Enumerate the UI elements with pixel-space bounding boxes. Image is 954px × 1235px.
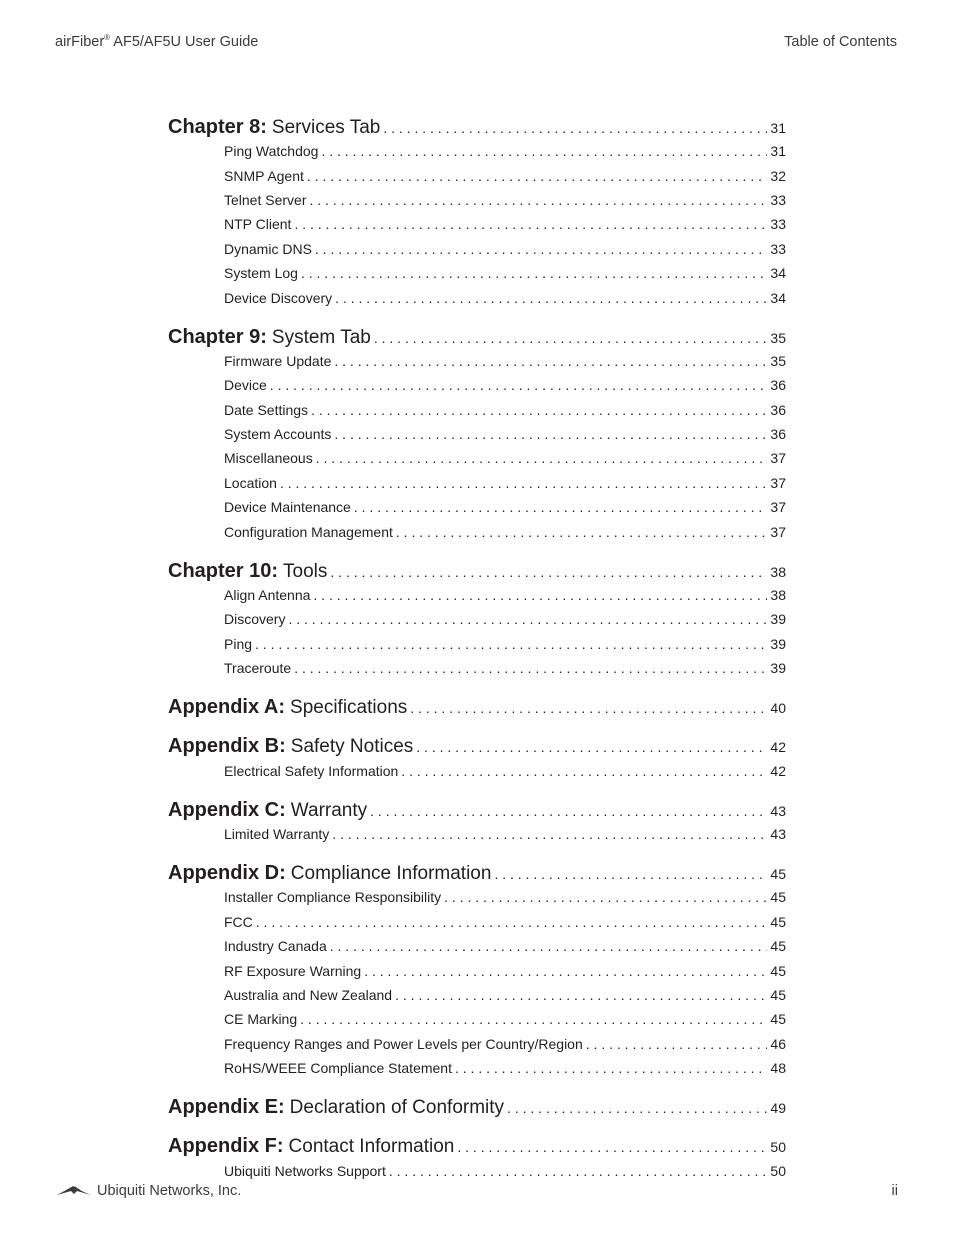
toc-section-entry[interactable] [168, 471, 786, 495]
section-title: Traceroute [224, 660, 292, 677]
section-page-number: 45 [770, 986, 786, 1003]
dot-leader [313, 587, 767, 603]
dot-leader [315, 241, 768, 257]
running-header-section: Table of Contents [784, 34, 897, 50]
dot-leader [316, 450, 768, 466]
section-title: Miscellaneous [224, 450, 313, 467]
table-of-contents [168, 103, 786, 1183]
dot-leader [370, 803, 767, 820]
dot-leader [444, 889, 767, 905]
section-title: Industry Canada [224, 938, 327, 955]
section-title: Installer Compliance Responsibility [224, 889, 442, 906]
toc-section-entry[interactable] [168, 422, 786, 446]
company-name: Ubiquiti Networks, Inc. [97, 1183, 242, 1199]
toc-section-entry[interactable] [168, 1056, 786, 1080]
dot-leader [330, 938, 768, 954]
section-page-number: 46 [770, 1035, 786, 1052]
chapter-page-number: 42 [770, 739, 786, 756]
dot-leader [330, 564, 767, 581]
dot-leader [309, 192, 767, 208]
toc-section-entry[interactable] [168, 822, 786, 846]
section-page-number: 42 [770, 762, 786, 779]
toc-chapter-entry[interactable] [168, 1083, 786, 1119]
chapter-title: Safety Notices [290, 736, 414, 758]
toc-chapter-entry[interactable] [168, 547, 786, 583]
guide-title: AF5/AF5U User Guide [110, 34, 259, 50]
section-page-number: 32 [770, 167, 786, 184]
section-page-number: 34 [770, 289, 786, 306]
toc-chapter-entry[interactable] [168, 683, 786, 719]
section-page-number: 50 [770, 1162, 786, 1179]
section-page-number: 37 [770, 523, 786, 540]
toc-section-entry[interactable] [168, 934, 786, 958]
section-title: Date Settings [224, 401, 309, 418]
toc-chapter-entry[interactable] [168, 786, 786, 822]
toc-section-entry[interactable] [168, 632, 786, 656]
chapter-page-number: 40 [770, 700, 786, 717]
section-title: Configuration Management [224, 523, 393, 540]
dot-leader [586, 1036, 768, 1052]
section-page-number: 48 [770, 1060, 786, 1077]
toc-chapter-entry[interactable] [168, 1122, 786, 1158]
dot-leader [334, 353, 767, 369]
section-page-number: 45 [770, 889, 786, 906]
registered-mark: ® [104, 33, 111, 43]
section-page-number: 35 [770, 352, 786, 369]
section-title: Frequency Ranges and Power Levels per Country/Region [224, 1035, 583, 1052]
dot-leader [410, 700, 767, 717]
section-page-number: 31 [770, 143, 786, 160]
chapter-title: Declaration of Conformity [289, 1097, 505, 1119]
page-number: ii [891, 1183, 898, 1199]
chapter-page-number: 35 [770, 329, 786, 346]
section-title: Limited Warranty [224, 826, 330, 842]
dot-leader [354, 499, 768, 515]
toc-section-entry[interactable] [168, 1032, 786, 1056]
chapter-page-number: 38 [770, 563, 786, 580]
dot-leader [255, 636, 767, 652]
dot-leader [383, 120, 767, 137]
toc-section-entry[interactable] [168, 983, 786, 1007]
running-header-title [55, 34, 258, 50]
toc-section-entry[interactable] [168, 519, 786, 543]
section-page-number: 36 [770, 401, 786, 418]
section-title: Ping Watchdog [224, 143, 319, 160]
toc-chapter-entry[interactable] [168, 722, 786, 758]
dot-leader [457, 1139, 767, 1156]
dot-leader [396, 524, 768, 540]
section-page-number: 45 [770, 938, 786, 955]
section-page-number: 45 [770, 962, 786, 979]
toc-section-entry[interactable] [168, 446, 786, 470]
dot-leader [364, 963, 767, 979]
section-title: Telnet Server [224, 191, 307, 208]
dot-leader [374, 330, 768, 347]
section-title: RoHS/WEEE Compliance Statement [224, 1060, 452, 1077]
chapter-number: Chapter 8: [168, 116, 267, 138]
dot-leader [494, 866, 767, 883]
section-title: Device [224, 377, 267, 394]
section-title: FCC [224, 913, 253, 930]
chapter-number: Appendix E: [168, 1096, 285, 1119]
toc-section-entry[interactable] [168, 495, 786, 519]
dot-leader [288, 611, 767, 627]
chapter-title: Tools [283, 560, 328, 582]
chapter-page-number: 31 [770, 120, 786, 136]
ubiquiti-logo-icon [55, 1185, 93, 1197]
section-title: Device Discovery [224, 289, 333, 306]
toc-section-entry[interactable] [168, 261, 786, 285]
dot-leader [300, 1011, 767, 1027]
dot-leader [389, 1163, 768, 1179]
dot-leader [332, 826, 767, 842]
chapter-number: Appendix C: [168, 798, 286, 821]
toc-section-entry[interactable] [168, 758, 786, 782]
toc-section-entry[interactable] [168, 285, 786, 309]
dot-leader [294, 216, 767, 232]
dot-leader [455, 1060, 767, 1076]
section-page-number: 39 [770, 635, 786, 652]
toc-section-entry[interactable] [168, 188, 786, 212]
dot-leader [334, 426, 767, 442]
chapter-number: Appendix B: [168, 735, 286, 758]
chapter-title: Warranty [290, 799, 368, 821]
toc-section-entry[interactable] [168, 373, 786, 397]
chapter-number: Chapter 10: [168, 559, 279, 582]
dot-leader [294, 660, 767, 676]
footer-company [55, 1183, 241, 1199]
dot-leader [401, 763, 767, 779]
section-page-number: 37 [770, 474, 786, 491]
chapter-title: Contact Information [288, 1136, 455, 1158]
toc-section-entry[interactable] [168, 1007, 786, 1031]
section-title: Australia and New Zealand [224, 986, 393, 1003]
section-page-number: 33 [770, 191, 786, 208]
toc-section-entry[interactable] [168, 885, 786, 909]
chapter-page-number: 49 [770, 1100, 786, 1117]
chapter-page-number: 43 [770, 802, 786, 819]
dot-leader [321, 143, 767, 159]
section-title: SNMP Agent [224, 167, 304, 184]
toc-section-entry[interactable] [168, 656, 786, 680]
section-page-number: 36 [770, 426, 786, 443]
section-page-number: 39 [770, 611, 786, 628]
toc-section-entry[interactable] [168, 583, 786, 607]
section-title: RF Exposure Warning [224, 962, 362, 979]
toc-section-entry[interactable] [168, 237, 786, 261]
toc-section-entry[interactable] [168, 607, 786, 631]
dot-leader [301, 265, 767, 281]
dot-leader [335, 290, 767, 306]
toc-section-entry[interactable] [168, 163, 786, 187]
chapter-title: Specifications [290, 697, 408, 719]
chapter-title: Compliance Information [290, 863, 492, 885]
section-title: Firmware Update [224, 352, 332, 369]
chapter-title: System Tab [271, 326, 371, 348]
section-page-number: 45 [770, 1011, 786, 1028]
section-page-number: 33 [770, 216, 786, 233]
toc-section-entry[interactable] [168, 1158, 786, 1182]
section-page-number: 37 [770, 450, 786, 467]
section-title: Ping [224, 635, 253, 652]
section-page-number: 34 [770, 265, 786, 282]
section-title: Discovery [224, 611, 286, 628]
section-title: System Accounts [224, 426, 332, 443]
dot-leader [507, 1100, 767, 1117]
section-title: CE Marking [224, 1011, 298, 1028]
section-title: Dynamic DNS [224, 240, 312, 257]
toc-chapter-entry[interactable] [168, 103, 786, 139]
section-title: Electrical Safety Information [224, 762, 399, 779]
dot-leader [311, 402, 767, 418]
product-name: airFiber [55, 34, 105, 50]
section-title: Device Maintenance [224, 499, 351, 516]
toc-section-entry[interactable] [168, 398, 786, 422]
section-title: Align Antenna [224, 587, 311, 604]
section-page-number: 36 [770, 377, 786, 394]
chapter-number: Appendix D: [168, 862, 286, 885]
dot-leader [280, 475, 767, 491]
section-page-number: 43 [770, 826, 786, 842]
chapter-title: Services Tab [271, 117, 381, 138]
toc-section-entry[interactable] [168, 212, 786, 236]
section-page-number: 33 [770, 240, 786, 257]
section-page-number: 38 [770, 587, 786, 604]
chapter-page-number: 45 [770, 866, 786, 883]
dot-leader [307, 168, 768, 184]
section-title: Ubiquiti Networks Support [224, 1162, 386, 1179]
toc-section-entry[interactable] [168, 139, 786, 163]
toc-section-entry[interactable] [168, 349, 786, 373]
section-page-number: 37 [770, 499, 786, 516]
section-title: Location [224, 474, 277, 491]
toc-section-entry[interactable] [168, 910, 786, 934]
dot-leader [256, 914, 768, 930]
chapter-number: Appendix A: [168, 696, 286, 719]
section-title: NTP Client [224, 216, 292, 233]
section-page-number: 39 [770, 660, 786, 677]
dot-leader [395, 987, 767, 1003]
chapter-number: Appendix F: [168, 1135, 284, 1158]
toc-section-entry[interactable] [168, 958, 786, 982]
toc-chapter-entry[interactable] [168, 313, 786, 349]
chapter-page-number: 50 [770, 1139, 786, 1156]
dot-leader [416, 739, 767, 756]
section-title: System Log [224, 265, 298, 282]
toc-chapter-entry[interactable] [168, 849, 786, 885]
section-page-number: 45 [770, 913, 786, 930]
dot-leader [270, 377, 768, 393]
chapter-number: Chapter 9: [168, 325, 267, 348]
